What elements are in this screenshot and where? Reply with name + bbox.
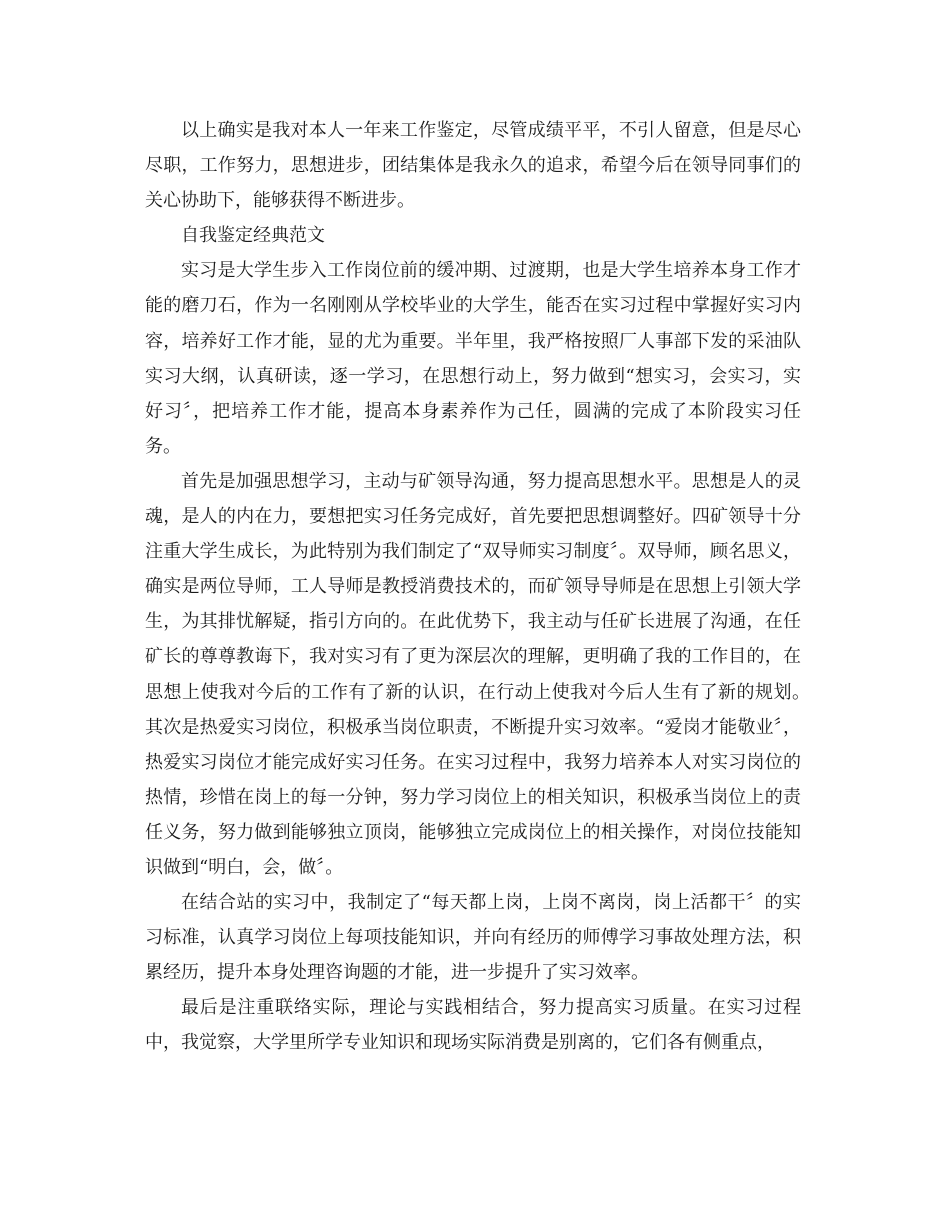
paragraph-conclusion: 以上确实是我对本人一年来工作鉴定，尽管成绩平平，不引人留意，但是尽心尽职，工作努力，思想进步，团结集体是我永久的追求，希望今后在领导同事们的关心协助下，能够获得不断进步。: [145, 120, 801, 212]
paragraph-thought-study: 首先是加强思想学习，主动与矿领导沟通，努力提高思想水平。思想是人的灵魂，是人的内在力，要想把实习任务完成好，首先要把思想调整好。四矿领导十分注重大学生成长，为此特别为我们制定了“双导师实习制度〞。双导师，顾名思义，确实是两位导师，工人导师是教授消费技术的，而矿领导导师是在思想上引领大学生，为其排忧解疑，指引方向的。在此优势下，我主动与任矿长进展了沟通，在任矿长的尊尊教诲下，我对实习有了更为深层次的理解，更明确了我的工作目的，在思想上使我对今后的工作有了新的认识，在行动上使我对今后人生有了新的规划。 其次是热爱实习岗位，积极承当岗位职责，不断提升实习效率。“爱岗才能敬业〞，热爱实习岗位才能完成好实习任务。在实习过程中，我努力培养本人对实习岗位的热情，珍惜在岗上的每一分钟，努力学习岗位上的相关知识，积极承当岗位上的责任义务，努力做到能够独立顶岗，能够独立完成岗位上的相关操作，对岗位技能知识做到“明白，会，做〞。: [145, 470, 837, 878]
paragraph-station-practice: 在结合站的实习中，我制定了“每天都上岗，上岗不离岗，岗上活都干〞的实习标准，认真学习岗位上每项技能知识，并向有经历的师傅学习事故处理方法，积累经历，提升本身处理咨询题的才能，进一步提升了实习效率。: [145, 892, 801, 984]
section-heading: 自我鉴定经典范文: [181, 225, 325, 247]
document-body: [145, 113, 837, 1061]
paragraph-practice-theory: 最后是注重联络实际，理论与实践相结合，努力提高实习质量。在实习过程中，我觉察，大学里所学专业知识和现场实际消费是别离的，它们各有侧重点，: [145, 997, 801, 1054]
paragraph-intro: 实习是大学生步入工作岗位前的缓冲期、过渡期，也是大学生培养本身工作才能的磨刀石，作为一名刚刚从学校毕业的大学生，能否在实习过程中掌握好实习内容，培养好工作才能，显的尤为重要。半年里，我严格按照厂人事部下发的采油队实习大纲，认真研读，逐一学习，在思想行动上，努力做到“想实习，会实习，实好习〞，把培养工作才能，提高本身素养作为己任，圆满的完成了本阶段实习任务。: [145, 260, 801, 457]
